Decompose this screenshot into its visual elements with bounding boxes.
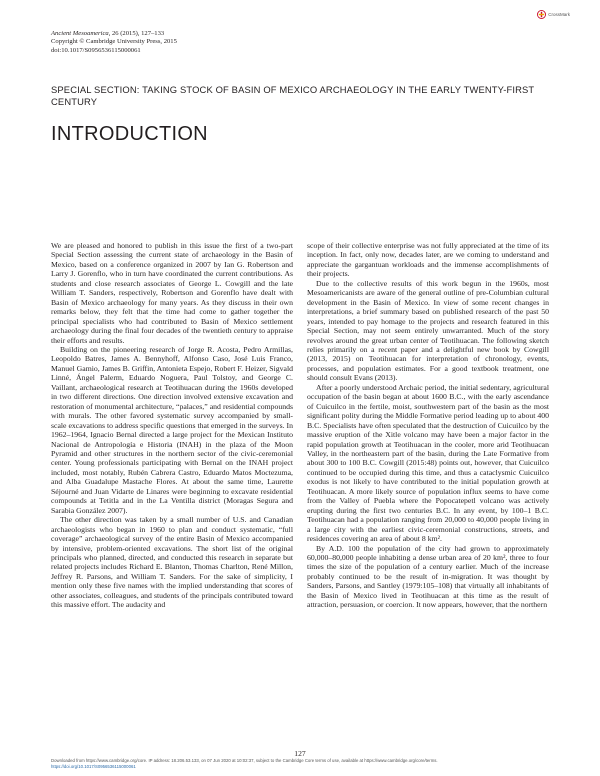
doi-line[interactable]: doi:10.1017/S0956536115000061	[51, 46, 141, 54]
download-notice[interactable]: Downloaded from https://www.cambridge.org/core. IP address: 18.206.53.133, on 07 Jun 2020 at 10:02:37, subject to the Cambridge Core terms of use, available at https://www.cambridge.org/core/terms.	[51, 758, 438, 763]
section-title: SPECIAL SECTION: TAKING STOCK OF BASIN OF MEXICO ARCHAEOLOGY IN THE EARLY TWENTY-FIRST CENTURY	[51, 84, 535, 108]
crossmark-label: CrossMark	[548, 12, 570, 17]
download-footer	[51, 758, 581, 770]
paragraph: By A.D. 100 the population of the city had grown to approximately 60,000–80,000 people inhabiting a dense urban area of 20 km², three to four times the size of the population of a century earlier. Much of the increase probably continued to be the result of in-migration. It was thought by Sanders, Parsons, and Santley (1979:105–108) that virtually all inhabitants of the Basin of Mexico lived in Teotihuacan at this time as the result of attraction, persuasion, or coercion. It now appears, however, that the northern	[307, 543, 549, 610]
crossmark-icon	[537, 10, 546, 19]
paragraph: Building on the pioneering research of Jorge R. Acosta, Pedro Armillas, Leopoldo Batres, James A. Bennyhoff, Alfonso Caso, José Luis Franco, Manuel Gamio, James B. Griffin, Antonieta Espejo, Robert F. Heizer, Sigvald Linné, Ángel Palerm, Eduardo Noguera, Paul Tolstoy, and George C. Vaillant, archaeological research at Teotihuacan during the 1960s developed in two different directions. One direction involved extensive excavation and restoration of monumental architecture, “palaces,” and residential compounds with murals. The other favored systematic survey accompanied by small-scale excavations to address specific questions that emerged in the surveys. In 1962–1964, Ignacio Bernal directed a large project for the Mexican Instituto Nacional de Antropología e Historia (INAH) in the plaza of the Moon Pyramid and other structures in the northern sector of the civic-ceremonial center. Young professionals participating with Bernal on the INAH project included, most notably, Rubén Cabrera Castro, Eduardo Matos Moctezuma, and Alba Guadalupe Mastache Flores. At about the same time, Laurette Séjourné and Juan Vidarte de Linares were beginning to excavate residential compounds at Tetitla and in the La Ventilla district (Moragas Segura and Sarabia González 2007).	[51, 344, 293, 515]
journal-header	[51, 30, 351, 55]
paragraph: The other direction was taken by a small number of U.S. and Canadian archaeologists who began in 1960 to plan and conduct systematic, “full coverage” archaeological survey of the entire Basin of Mexico accompanied by intensive, problem-oriented excavations. The short list of the original principals who planned, directed, and conducted this research in separate but related projects includes Richard E. Blanton, Thomas Charlton, René Millon, Jeffrey R. Parsons, and William T. Sanders. For the sake of simplicity, I mention only these five names with the implied understanding that scores of other associates, colleagues, and students of the principals contributed toward this massive effort. The audacity and	[51, 515, 293, 610]
body-column-right	[307, 241, 549, 610]
copyright-line: Copyright © Cambridge University Press, 2015	[51, 38, 177, 46]
footer-doi-link[interactable]: https://doi.org/10.1017/S0956536115000061	[51, 764, 136, 769]
paragraph: After a poorly understood Archaic period, the initial sedentary, agricultural occupation of the basin began at about 1600 B.C., with the early ascendance of Cuicuilco in the fertile, moist, southwestern part of the basin as the most significant polity during the Middle Formative period leading up to about 400 B.C. Specialists have often speculated that the destruction of Cuicuilco by the massive eruption of the Xitle volcano may have been a major factor in the rapid population growth at Teotihuacan in the cooler, more arid Teotihuacan Valley, in the northeastern part of the basin, during the Late Formative from about 300 to 100 B.C. Cowgill (2015:48) points out, however, that Cuicuilco continued to be occupied during this time, and thus a cataclysmic Cuicuilco exodus is not likely to have contributed to the initial population growth at Teotihuacan. A more likely source of population influx seems to have come from the Valley of Puebla where the Popocatepetl volcano was actively erupting during the first two centuries B.C. In any event, by 100–1 B.C. Teotihuacan had a population ranging from 20,000 to 40,000 people living in a large city with the earliest civic-ceremonial constructions, streets, and residences covering an area of about 8 km².	[307, 382, 549, 544]
page-number: 127	[294, 749, 306, 758]
journal-name: Ancient Mesoamerica	[51, 30, 109, 37]
journal-volume-pages: , 26 (2015), 127–133	[108, 30, 165, 37]
paragraph: We are pleased and honored to publish in this issue the first of a two-part Special Section assessing the current state of archaeology in the Basin of Mexico, based on a conference organized in 2007 by Ian G. Robertson and Larry J. Gorenflo, who in turn have coordinated the current contributions. As students and close research associates of George L. Cowgill and the late William T. Sanders, respectively, Robertson and Gorenflo have dealt with Basin of Mexico archaeology for many years. As they discuss in their own remarks below, they felt that the time had come to gather together the principal specialists who had contributed to Basin of Mexico settlement archaeology during the final four decades of the twentieth century to appraise their efforts and results.	[51, 241, 293, 345]
journal-citation	[51, 30, 351, 38]
article-title: INTRODUCTION	[51, 123, 208, 145]
body-column-left	[51, 241, 293, 610]
paragraph: scope of their collective enterprise was not fully appreciated at the time of its inception. In fact, only now, decades later, are we coming to understand and appreciate the gargantuan workloads and the immense accomplishments of their projects.	[307, 241, 549, 279]
paragraph: Due to the collective results of this work begun in the 1960s, most Mesoamericanists are aware of the general outline of pre-Columbian cultural development in the Basin of Mexico. In view of some recent changes in interpretations, a brief summary based on published research of the past 50 years, intended to pay homage to the projects and research featured in this Special Section, may not seem entirely unwarranted. Much of the story revolves around the great urban center of Teotihuacan. The following sketch relies primarily on a recent paper and a delightful new book by Cowgill (2013, 2015) on Teotihuacan for interpretation of chronology, events, processes, and population estimates. For a good textbook treatment, one should consult Evans (2013).	[307, 278, 549, 383]
crossmark-badge[interactable]	[537, 10, 570, 19]
